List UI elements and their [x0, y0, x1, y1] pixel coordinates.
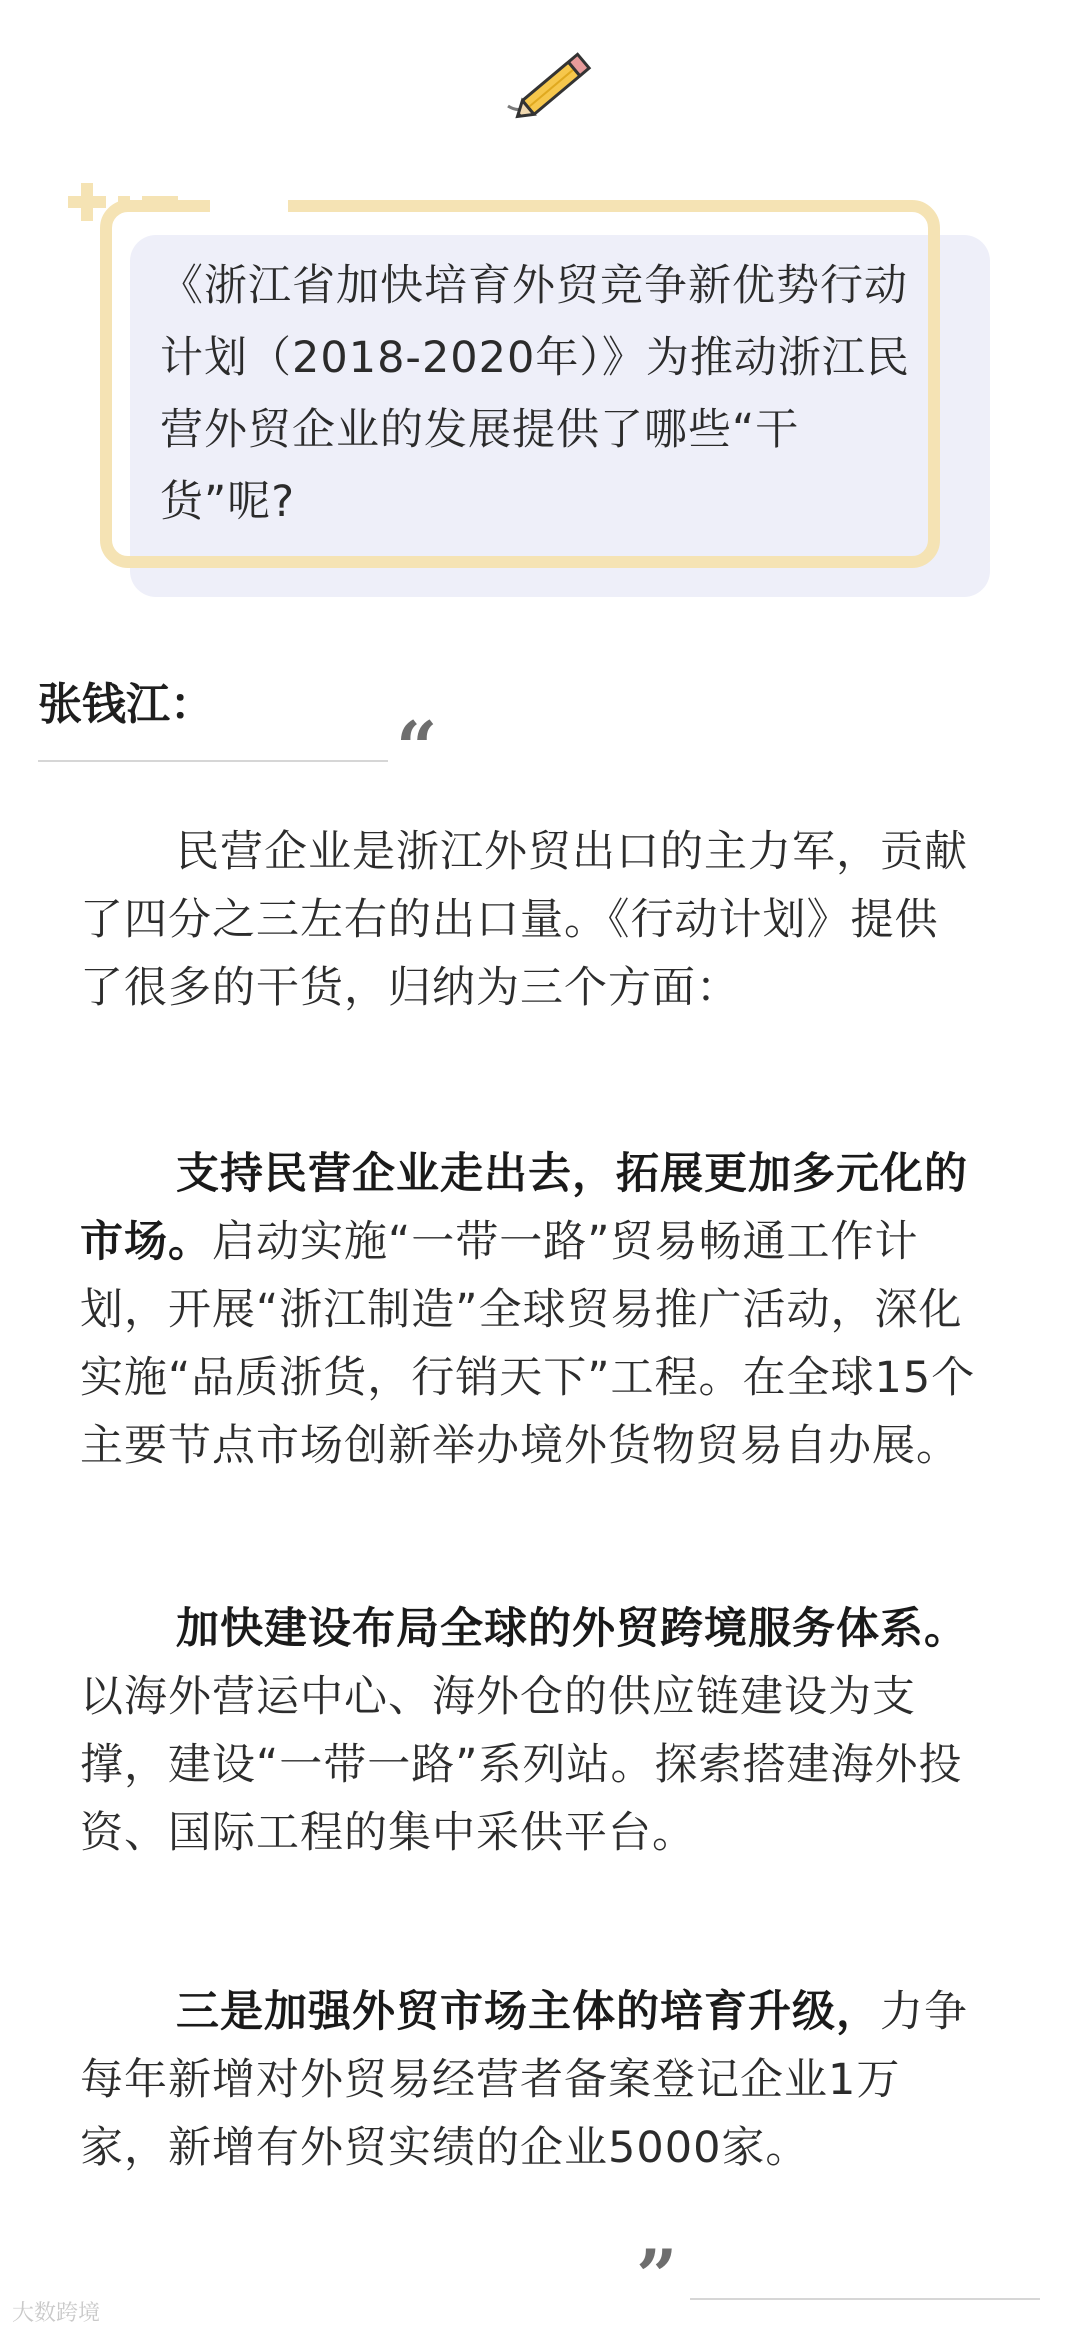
paragraph-body: 以海外营运中心、海外仓的供应链建设为支撑，建设“一带一路”系列站。探索搭建海外投资、国际工程的集中采供平台。 — [80, 1672, 963, 1858]
paragraph-body: 民营企业是浙江外贸出口的主力军，贡献了四分之三左右的出口量。《行动计划》提供了很多的干货，归纳为三个方面： — [80, 827, 968, 1013]
watermark: 大数跨境 — [12, 2301, 101, 2326]
paragraph-lead: 三是加强外贸市场主体的培育升级， — [176, 1987, 880, 2037]
open-quote-icon: “ — [396, 705, 438, 790]
paragraph-body: 力争每年新增对外贸易经营者备案登记企业1万家，新增有外贸实绩的企业5000家。 — [80, 1987, 968, 2173]
paragraph-lead: 加快建设布局全球的外贸跨境服务体系。 — [176, 1604, 968, 1654]
paragraph-intro — [80, 818, 980, 1022]
paragraph-point-2 — [80, 1595, 980, 1867]
paragraph-point-3 — [80, 1978, 980, 2182]
frame-gap — [210, 193, 288, 219]
paragraph-point-1 — [80, 1140, 980, 1480]
divider — [38, 760, 388, 762]
paragraph-body: 启动实施“一带一路”贸易畅通工作计划，开展“浙江制造”全球贸易推广活动，深化实施“品质浙货，行销天下”工程。在全球15个主要节点市场创新举办境外货物贸易自办展。 — [80, 1217, 976, 1471]
pencil-icon — [500, 40, 600, 130]
speaker-name: 张钱江： — [38, 679, 214, 730]
close-quote-icon: ” — [636, 2233, 678, 2318]
divider — [690, 2298, 1040, 2300]
plus-decoration-icon — [68, 178, 218, 228]
question-text: 《浙江省加快培育外贸竞争新优势行动计划（2018-2020年）》为推动浙江民营外贸企业的发展提供了哪些“干货”呢? — [160, 261, 910, 527]
paragraph-lead: 支持民营企业走出去，拓展更加多元化的市场。 — [80, 1149, 968, 1267]
